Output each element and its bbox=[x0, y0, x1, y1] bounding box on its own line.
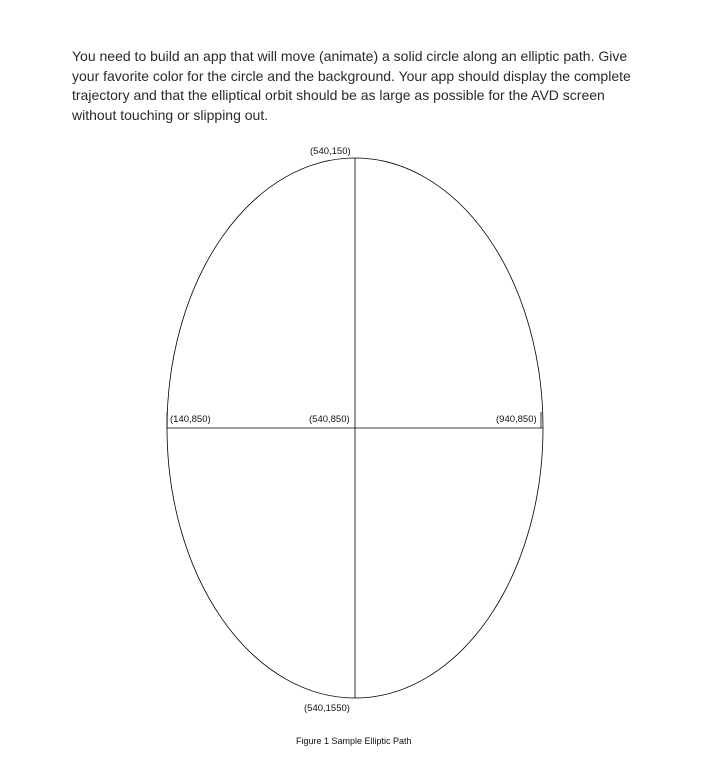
right-vertex-label: (940,850) bbox=[496, 414, 537, 425]
bottom-vertex-label: (540,1550) bbox=[304, 703, 350, 714]
assignment-instructions: You need to build an app that will move (animate) a solid circle along an elliptic path. Give your favorite color for the circle and the background. Your app should display the complete trajectory and that the elliptical orbit should be as large as possible for the AVD screen without touching or slipping out. bbox=[72, 48, 631, 123]
figure-caption: Figure 1 Sample Elliptic Path bbox=[296, 736, 412, 746]
top-vertex-label: (540,150) bbox=[310, 146, 351, 157]
left-vertex-label: (140,850) bbox=[170, 414, 211, 425]
center-label: (540,850) bbox=[309, 414, 350, 425]
